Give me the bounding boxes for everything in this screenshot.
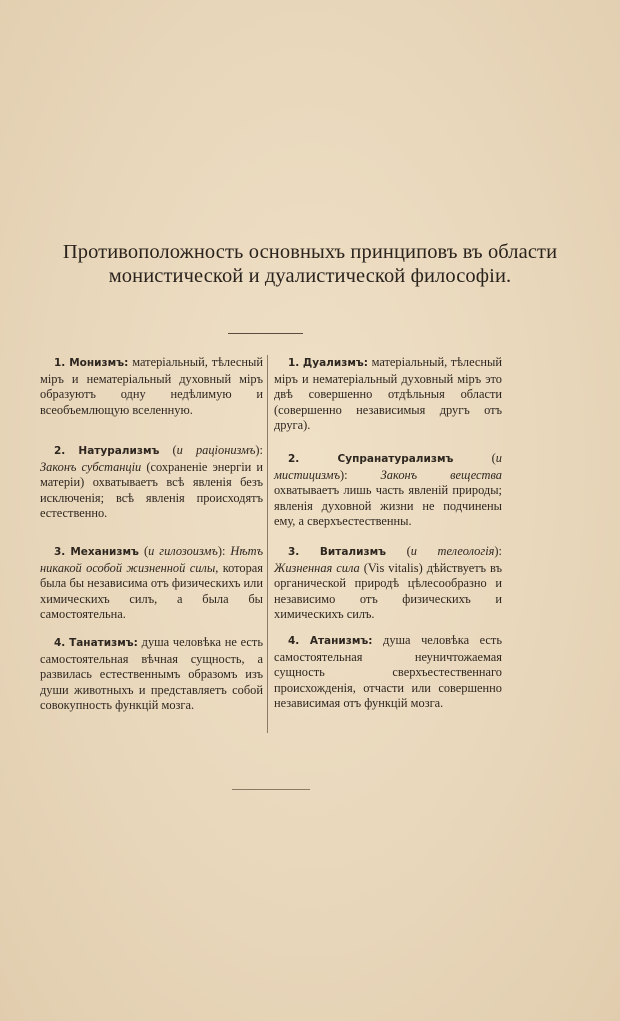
item-paren-close: ):	[494, 544, 502, 558]
item-emphasis: Законъ субстанцiи	[40, 459, 142, 474]
item-text: матерiальный, тѣлесный мiръ и нематерiальный духовный мiръ это двѣ совершенно отдѣльныя области (совершенно независимыя другъ отъ друга).	[274, 355, 502, 433]
item-text: (Vis vitalis) дѣйствуетъ въ органической природѣ цѣлесообразно и независимо отъ физическихъ и химическихъ силъ.	[274, 560, 502, 622]
title-rule	[228, 333, 303, 334]
item-term: Дуализмъ:	[302, 357, 368, 369]
item-number: 1.	[288, 357, 300, 369]
item-number: 1.	[54, 357, 66, 369]
item-number: 2.	[288, 453, 300, 465]
item-number: 4.	[54, 637, 66, 649]
right-item-4	[274, 633, 502, 712]
item-term: Механизмъ	[70, 546, 139, 558]
page-title: Противоположность основныхъ принциповъ въ области монистической и дуалистической философiи.	[62, 241, 558, 287]
left-item-1	[40, 355, 263, 418]
item-emphasis: Законъ вещества	[380, 467, 502, 482]
item-number: 4.	[288, 635, 300, 647]
item-text: которая была бы независима отъ физическихъ или химическихъ силъ, а была бы самостоятельна.	[40, 560, 263, 622]
right-item-1	[274, 355, 502, 434]
item-number: 2.	[54, 445, 66, 457]
item-term: Натурализмъ	[78, 445, 160, 457]
item-paren: и гилозоизмъ	[148, 544, 218, 558]
item-paren-open: (	[386, 544, 411, 558]
item-paren-close: ):	[217, 544, 231, 558]
closing-rule	[232, 789, 310, 790]
item-term: Витализмъ	[319, 546, 387, 558]
item-paren-open: (	[159, 443, 177, 457]
item-paren-close: ):	[340, 467, 381, 482]
left-item-2	[40, 443, 263, 522]
column-divider	[267, 355, 268, 733]
item-emphasis: Жизненная сила	[274, 560, 360, 575]
item-text: охватываетъ лишь часть явленiй природы; явленiя духовной жизни не подчинены ему, а сверхъестественны.	[274, 483, 502, 529]
item-paren: и телеологiя	[410, 544, 495, 558]
item-text: (сохраненie энергiи и матерiи) охватываетъ всѣ явленiя безъ исключенiя; всѣ явленiя происходятъ естественно.	[40, 459, 263, 521]
item-number: 3.	[288, 546, 300, 558]
item-term: Танатизмъ:	[69, 637, 138, 649]
item-paren-close: ):	[255, 443, 263, 457]
item-term: Монизмъ:	[69, 357, 129, 369]
item-term: Атанизмъ:	[309, 635, 373, 647]
item-paren: и рацiонизмъ	[176, 443, 256, 457]
item-text: душа человѣка не есть самостоятельная вѣчная сущность, а развилась естественнымъ образомъ изъ души животныхъ и представляетъ собой совокупность функцiй мозга.	[40, 635, 263, 713]
item-paren-open: (	[138, 544, 149, 558]
item-text: матерiальный, тѣлесный мiръ и нематерiальный духовный мiръ образуютъ одну недѣлимую и всеобъемлющую вселенную.	[40, 355, 263, 417]
item-paren: и мистицизмъ	[274, 451, 502, 482]
left-item-4	[40, 635, 263, 714]
item-text: душа человѣка есть самостоятельная неуничтожаемая сущность сверхъестественнаго происхожденiя, отчасти или совершенно независимая отъ функцiй мозга.	[274, 633, 502, 711]
left-item-3	[40, 544, 263, 623]
item-paren-open: (	[453, 451, 496, 465]
right-item-2	[274, 451, 502, 530]
item-emphasis: Нѣтъ никакой особой жизненной силы,	[40, 544, 263, 575]
item-number: 3.	[54, 546, 66, 558]
item-term: Супранатурализмъ	[337, 453, 454, 465]
right-item-3	[274, 544, 502, 623]
